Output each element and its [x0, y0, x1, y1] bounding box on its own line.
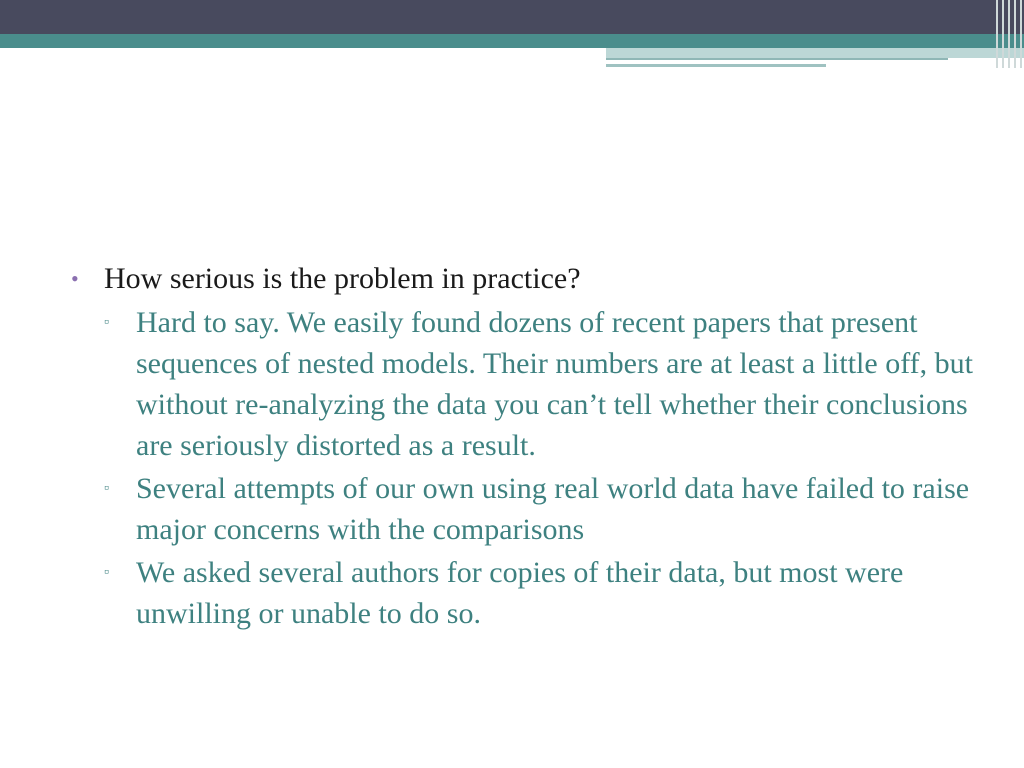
- header-band: [0, 0, 1024, 34]
- header-accent-rule-short: [606, 64, 826, 67]
- sub-bullet-text: Several attempts of our own using real world data have failed to raise major concerns with the comparisons: [136, 472, 970, 546]
- square-bullet-icon: ▫: [104, 315, 109, 330]
- sub-bullet-list: [104, 302, 974, 634]
- sub-bullet-item: [104, 552, 974, 634]
- square-bullet-icon: ▫: [104, 565, 109, 580]
- slide-body: [70, 256, 990, 636]
- bullet-dot-icon: •: [71, 266, 79, 291]
- sub-bullet-item: [104, 468, 974, 550]
- header-accent-line: [0, 34, 1024, 48]
- header-corner-bars: [992, 0, 1024, 68]
- sub-bullet-item: [104, 302, 974, 466]
- bullet-text: How serious is the problem in practice?: [104, 262, 581, 295]
- header-accent-strip: [606, 48, 1024, 58]
- sub-bullet-text: We asked several authors for copies of their data, but most were unwilling or unable to do so.: [136, 556, 904, 630]
- header-accent-rule: [606, 58, 948, 60]
- bullet-item: [70, 256, 990, 302]
- sub-bullet-text: Hard to say. We easily found dozens of recent papers that present sequences of nested models. Their numbers are at least a little off, but without re-analyzing the data you can’t tell whether their conclusions are seriously distorted as a result.: [136, 306, 973, 462]
- square-bullet-icon: ▫: [104, 481, 109, 496]
